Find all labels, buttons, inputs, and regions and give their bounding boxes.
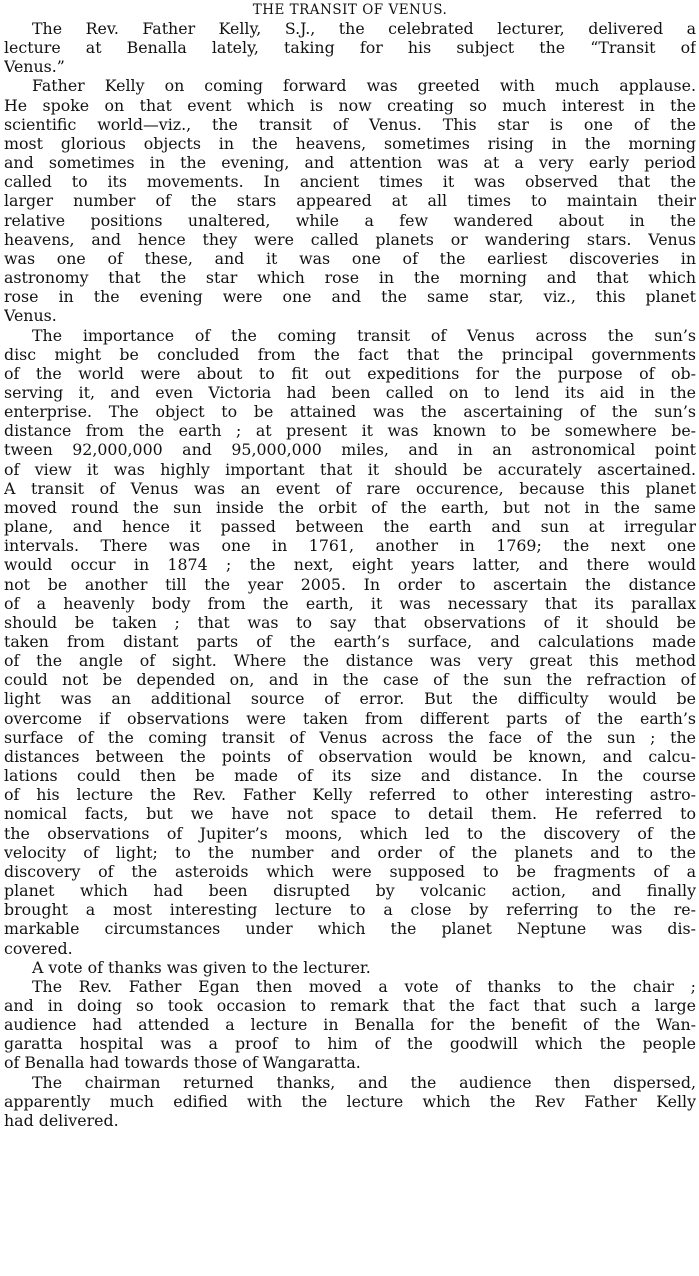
paragraph-line: surface of the coming transit of Venus across the face of the sun ; the <box>4 727 696 747</box>
paragraph-line: called to its movements. In ancient times it was observed that the <box>4 172 696 192</box>
paragraph-line: distance from the earth ; at present it was known to be somewhere be- <box>4 421 696 441</box>
paragraph-line: The importance of the coming transit of Venus across the sun’s <box>32 325 696 345</box>
paragraph-line: not be another till the year 2005. In order to ascertain the distance <box>4 574 696 594</box>
paragraph-line: would occur in 1874 ; the next, eight years latter, and there would <box>4 555 696 575</box>
paragraph-line: scientific world—viz., the transit of Venus. This star is one of the <box>4 114 696 134</box>
paragraph-line: markable circumstances under which the planet Neptune was dis- <box>4 919 696 939</box>
paragraph-line: brought a most interesting lecture to a close by referring to the re- <box>4 900 696 920</box>
paragraph-line: light was an additional source of error. But the difficulty would be <box>4 689 696 709</box>
paragraph-line: of a heavenly body from the earth, it was necessary that its parallax <box>4 593 696 613</box>
paragraph-line: intervals. There was one in 1761, another in 1769; the next one <box>4 536 696 556</box>
paragraph-line: disc might be concluded from the fact that the principal governments <box>4 344 696 364</box>
paragraph-line: astronomy that the star which rose in the morning and that which <box>4 268 696 288</box>
paragraph-line: the observations of Jupiter’s moons, which led to the discovery of the <box>4 823 696 843</box>
paragraph-line: could not be depended on, and in the case of the sun the refraction of <box>4 670 696 690</box>
paragraph-line: tween 92,000,000 and 95,000,000 miles, and in an astronomical point <box>4 440 696 460</box>
paragraph-line: of Benalla had towards those of Wangaratta. <box>4 1053 361 1073</box>
paragraph-line: The chairman returned thanks, and the audience then dispersed, <box>32 1072 696 1092</box>
paragraph-line: rose in the evening were one and the same star, viz., this planet <box>4 287 696 307</box>
paragraph-line: was one of these, and it was one of the earliest discoveries in <box>4 248 696 268</box>
paragraph-line: of view it was highly important that it should be accurately ascertained. <box>4 459 696 479</box>
paragraph-line: audience had attended a lecture in Benalla for the benefit of the Wan- <box>4 1015 696 1035</box>
paragraph-line: serving it, and even Victoria had been called on to lend its aid in the <box>4 382 696 402</box>
paragraph-line: discovery of the asteroids which were supposed to be fragments of a <box>4 861 696 881</box>
article-paragraph <box>4 326 696 958</box>
paragraph-line: planet which had been disrupted by volcanic action, and finally <box>4 881 696 901</box>
paragraph-line: Venus. <box>4 306 57 326</box>
paragraph-line: overcome if observations were taken from different parts of the earth’s <box>4 708 696 728</box>
paragraph-line: relative positions unaltered, while a few wandered about in the <box>4 210 696 230</box>
paragraph-line: covered. <box>4 938 73 958</box>
paragraph-line: lations could then be made of its size and distance. In the course <box>4 766 696 786</box>
paragraph-line: He spoke on that event which is now creating so much interest in the <box>4 95 696 115</box>
paragraph-line: of his lecture the Rev. Father Kelly referred to other interesting astro- <box>4 785 696 805</box>
paragraph-line: lecture at Benalla lately, taking for his subject the “Transit of <box>4 38 696 58</box>
paragraph-line: and sometimes in the evening, and attention was at a very early period <box>4 153 696 173</box>
article-paragraph <box>4 958 696 977</box>
paragraph-line: enterprise. The object to be attained was the ascertaining of the sun’s <box>4 402 696 422</box>
paragraph-line: larger number of the stars appeared at all times to maintain their <box>4 191 696 211</box>
paragraph-line: of the world were about to fit out expeditions for the purpose of ob- <box>4 363 696 383</box>
paragraph-line: had delivered. <box>4 1110 119 1130</box>
paragraph-line: nomical facts, but we have not space to detail them. He referred to <box>4 804 696 824</box>
paragraph-line: plane, and hence it passed between the earth and sun at irregular <box>4 517 696 537</box>
paragraph-line: The Rev. Father Kelly, S.J., the celebrated lecturer, delivered a <box>32 19 696 38</box>
article-paragraph <box>4 19 696 76</box>
article-paragraph <box>4 76 696 325</box>
paragraph-line: heavens, and hence they were called planets or wandering stars. Venus <box>4 229 696 249</box>
paragraph-line: taken from distant parts of the earth’s surface, and calculations made <box>4 632 696 651</box>
paragraph-line: A vote of thanks was given to the lecturer. <box>32 957 371 977</box>
paragraph-line: distances between the points of observation would be known, and calcu- <box>4 746 696 766</box>
paragraph-line: The Rev. Father Egan then moved a vote of thanks to the chair ; <box>32 976 696 996</box>
paragraph-line: Venus.” <box>4 57 65 77</box>
paragraph-line: of the angle of sight. Where the distance was very great this method <box>4 651 696 671</box>
paragraph-line: should be taken ; that was to say that observations of it should be <box>4 612 696 632</box>
article-body <box>4 19 696 1130</box>
article-paragraph <box>4 977 696 1073</box>
paragraph-line: apparently much edified with the lecture which the Rev Father Kelly <box>4 1091 696 1111</box>
paragraph-line: moved round the sun inside the orbit of the earth, but not in the same <box>4 497 696 517</box>
paragraph-line: velocity of light; to the number and order of the planets and to the <box>4 842 696 862</box>
paragraph-line: A transit of Venus was an event of rare occurence, because this planet <box>4 478 696 498</box>
article-headline: THE TRANSIT OF VENUS. <box>252 2 448 18</box>
paragraph-line: most glorious objects in the heavens, sometimes rising in the morning <box>4 133 696 153</box>
article-paragraph <box>4 1073 696 1130</box>
paragraph-line: and in doing so took occasion to remark that the fact that such a large <box>4 995 696 1015</box>
paragraph-line: Father Kelly on coming forward was greeted with much applause. <box>32 76 696 96</box>
paragraph-line: garatta hospital was a proof to him of the goodwill which the people <box>4 1034 696 1054</box>
